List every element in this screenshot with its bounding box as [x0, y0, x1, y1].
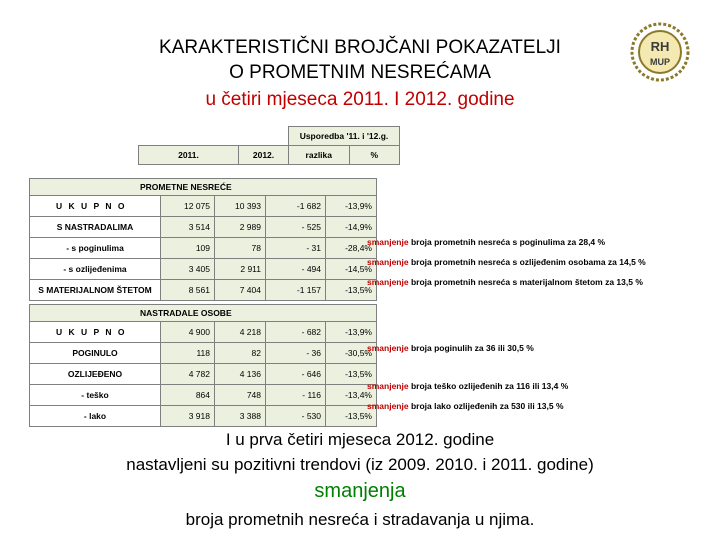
bottom-line-3: smanjenja: [314, 480, 406, 502]
note-keyword: smanjenje: [367, 401, 409, 411]
row-label: S MATERIJALNOM ŠTETOM: [30, 280, 161, 301]
row-label: - lako: [30, 406, 161, 427]
note-killed: [367, 343, 534, 353]
cell-2012: 4 136: [215, 364, 266, 385]
cell-2012: 2 911: [215, 259, 266, 280]
cell-pct: -13,5%: [326, 280, 377, 301]
cell-pct: -13,5%: [326, 364, 377, 385]
cell-2012: 4 218: [215, 322, 266, 343]
table-row: [30, 406, 377, 427]
row-label: - s poginulima: [30, 238, 161, 259]
table-row: [30, 196, 377, 217]
cell-2011: 3 514: [161, 217, 215, 238]
cell-diff: - 525: [266, 217, 326, 238]
cell-2012: 7 404: [215, 280, 266, 301]
note-keyword: smanjenje: [367, 343, 409, 353]
cell-2012: 748: [215, 385, 266, 406]
note-keyword: smanjenje: [367, 381, 409, 391]
table-row: [30, 385, 377, 406]
logo-text-top: RH: [650, 39, 670, 54]
cell-2012: 10 393: [215, 196, 266, 217]
cell-2011: 864: [161, 385, 215, 406]
note-fatal-accidents: [367, 237, 605, 247]
cell-2011: 3 405: [161, 259, 215, 280]
note-text: broja lako ozlijeđenih za 530 ili 13,5 %: [408, 401, 564, 411]
title-line-2: O PROMETNIM NESREĆAMA: [229, 62, 491, 83]
note-keyword: smanjenje: [367, 277, 409, 287]
cell-diff: - 36: [266, 343, 326, 364]
title-line-3: u četiri mjeseca 2011. I 2012. godine: [205, 89, 515, 110]
cell-pct: -13,9%: [326, 196, 377, 217]
bottom-line-1: I u prva četiri mjeseca 2012. godine: [225, 430, 495, 449]
table-row: [30, 238, 377, 259]
cell-2011: 4 782: [161, 364, 215, 385]
note-text: broja prometnih nesreća s materijalnom štetom za 13,5 %: [408, 277, 643, 287]
row-label: - teško: [30, 385, 161, 406]
cell-diff: - 116: [266, 385, 326, 406]
col-pct: %: [349, 146, 399, 165]
cell-diff: -1 157: [266, 280, 326, 301]
cell-2012: 82: [215, 343, 266, 364]
note-text: broja teško ozlijeđenih za 116 ili 13,4 %: [408, 381, 569, 391]
cell-diff: -1 682: [266, 196, 326, 217]
row-label: U K U P N O: [30, 322, 161, 343]
cell-2011: 109: [161, 238, 215, 259]
cell-2011: 8 561: [161, 280, 215, 301]
note-text: broja poginulih za 36 ili 30,5 %: [408, 343, 534, 353]
note-text: broja prometnih nesreća s poginulima za 28,4 %: [408, 237, 606, 247]
note-text: broja prometnih nesreća s ozlijeđenim osobama za 14,5 %: [408, 257, 646, 267]
note-lightly-injured: [367, 401, 564, 411]
row-label: - s ozlijeđenima: [30, 259, 161, 280]
persons-title: NASTRADALE OSOBE: [30, 305, 377, 322]
col-2012: 2012.: [239, 146, 289, 165]
cell-diff: - 646: [266, 364, 326, 385]
col-diff: razlika: [289, 146, 350, 165]
bottom-line-4: broja prometnih nesreća i stradavanja u njima.: [185, 510, 535, 529]
accidents-table: [29, 178, 377, 301]
accidents-title: PROMETNE NESREĆE: [30, 179, 377, 196]
mup-emblem-icon: [630, 22, 690, 82]
logo-text-bottom: MUP: [650, 57, 670, 67]
table-row: [30, 322, 377, 343]
note-keyword: smanjenje: [367, 257, 409, 267]
cell-pct: -13,5%: [326, 406, 377, 427]
cell-pct: -14,5%: [326, 259, 377, 280]
cell-pct: -13,4%: [326, 385, 377, 406]
cell-pct: -30,5%: [326, 343, 377, 364]
note-damage-accidents: [367, 277, 643, 287]
comparison-label: Usporedba '11. i '12.g.: [289, 127, 400, 146]
cell-2012: 78: [215, 238, 266, 259]
cell-pct: -14,9%: [326, 217, 377, 238]
cell-2012: 2 989: [215, 217, 266, 238]
bottom-line-2: nastavljeni su pozitivni trendovi (iz 2009. 2010. i 2011. godine): [126, 455, 594, 474]
row-label: S NASTRADALIMA: [30, 217, 161, 238]
table-row: [30, 280, 377, 301]
row-label: POGINULO: [30, 343, 161, 364]
cell-pct: -13,9%: [326, 322, 377, 343]
table-row: [30, 364, 377, 385]
note-keyword: smanjenje: [367, 237, 409, 247]
cell-diff: - 31: [266, 238, 326, 259]
cell-2011: 4 900: [161, 322, 215, 343]
row-label: U K U P N O: [30, 196, 161, 217]
cell-diff: - 682: [266, 322, 326, 343]
note-seriously-injured: [367, 381, 568, 391]
cell-2011: 3 918: [161, 406, 215, 427]
cell-2011: 12 075: [161, 196, 215, 217]
cell-2012: 3 388: [215, 406, 266, 427]
cell-2011: 118: [161, 343, 215, 364]
header-table: [138, 126, 400, 165]
cell-diff: - 494: [266, 259, 326, 280]
row-label: OZLIJEĐENO: [30, 364, 161, 385]
note-injury-accidents: [367, 257, 646, 267]
table-row: [30, 343, 377, 364]
cell-pct: -28,4%: [326, 238, 377, 259]
table-row: [30, 217, 377, 238]
col-2011: 2011.: [139, 146, 239, 165]
title-line-1: KARAKTERISTIČNI BROJČANI POKAZATELJI: [159, 37, 561, 58]
table-row: [30, 259, 377, 280]
persons-table: [29, 304, 377, 427]
cell-diff: - 530: [266, 406, 326, 427]
